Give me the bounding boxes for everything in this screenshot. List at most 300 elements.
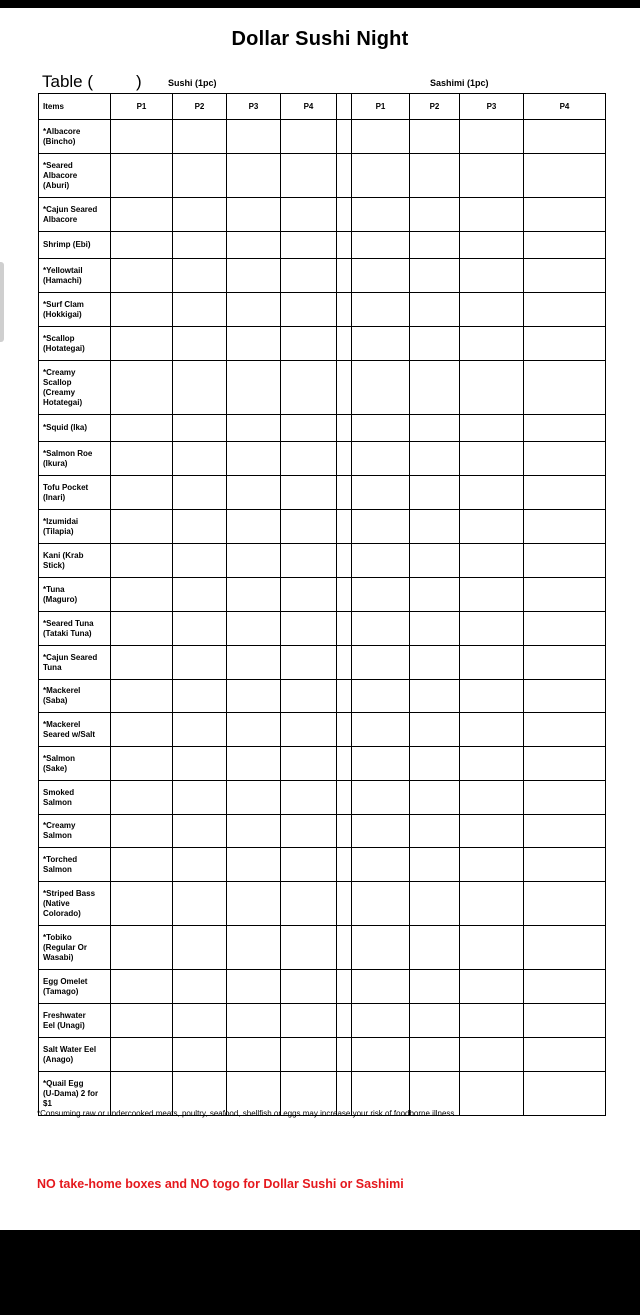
sushi-p3-cell[interactable] <box>227 120 281 154</box>
sashimi-p1-cell[interactable] <box>352 578 410 612</box>
sashimi-p3-cell[interactable] <box>460 442 524 476</box>
table-row <box>39 781 606 815</box>
sashimi-p3-cell[interactable] <box>460 415 524 442</box>
sashimi-p1-cell[interactable] <box>352 815 410 848</box>
divider-cell <box>337 442 352 476</box>
sashimi-p4-cell[interactable] <box>524 1038 606 1072</box>
sushi-p2-cell[interactable] <box>173 612 227 646</box>
item-name: *Cajun Seared Tuna <box>39 646 111 680</box>
sushi-p3-cell[interactable] <box>227 578 281 612</box>
table-row <box>39 442 606 476</box>
sushi-p3-cell[interactable] <box>227 646 281 680</box>
sashimi-p2-cell[interactable] <box>410 578 460 612</box>
sushi-p3-cell[interactable] <box>227 442 281 476</box>
sushi-p3-cell[interactable] <box>227 713 281 747</box>
sashimi-p4-cell[interactable] <box>524 815 606 848</box>
sushi-p1-cell[interactable] <box>111 544 173 578</box>
sushi-p2-cell[interactable] <box>173 1038 227 1072</box>
sashimi-p4-cell[interactable] <box>524 154 606 198</box>
sashimi-p3-cell[interactable] <box>460 1004 524 1038</box>
sushi-p4-cell[interactable] <box>281 578 337 612</box>
divider-cell <box>337 578 352 612</box>
table-row <box>39 680 606 713</box>
sushi-p4-cell[interactable] <box>281 713 337 747</box>
item-name: *Salmon (Sake) <box>39 747 111 781</box>
sashimi-p4-cell[interactable] <box>524 476 606 510</box>
divider-cell <box>337 882 352 926</box>
divider-cell <box>337 259 352 293</box>
sushi-p3-cell[interactable] <box>227 612 281 646</box>
table-row <box>39 882 606 926</box>
sushi-p2-cell[interactable] <box>173 781 227 815</box>
divider-cell <box>337 327 352 361</box>
sashimi-p3-cell[interactable] <box>460 198 524 232</box>
sushi-p4-cell[interactable] <box>281 510 337 544</box>
sushi-p3-cell[interactable] <box>227 415 281 442</box>
sashimi-p4-cell[interactable] <box>524 970 606 1004</box>
sashimi-p2-cell[interactable] <box>410 361 460 415</box>
sashimi-p1-cell[interactable] <box>352 1004 410 1038</box>
sashimi-p3-cell[interactable] <box>460 476 524 510</box>
sushi-p2-cell[interactable] <box>173 848 227 882</box>
menu-sheet <box>0 8 640 1230</box>
table-row <box>39 361 606 415</box>
divider-cell <box>337 970 352 1004</box>
sashimi-p4-cell[interactable] <box>524 293 606 327</box>
sushi-p1-cell[interactable] <box>111 1038 173 1072</box>
sushi-p1-cell[interactable] <box>111 713 173 747</box>
item-name: *Creamy Scallop (Creamy Hotategai) <box>39 361 111 415</box>
sashimi-p4-cell[interactable] <box>524 680 606 713</box>
sashimi-p2-cell[interactable] <box>410 259 460 293</box>
sashimi-p4-cell[interactable] <box>524 882 606 926</box>
sashimi-p3-cell[interactable] <box>460 926 524 970</box>
sushi-p1-cell[interactable] <box>111 578 173 612</box>
sushi-p1-cell[interactable] <box>111 815 173 848</box>
sashimi-p4-cell[interactable] <box>524 544 606 578</box>
sashimi-p1-cell[interactable] <box>352 970 410 1004</box>
sushi-p1-cell[interactable] <box>111 510 173 544</box>
sushi-p1-header: P1 <box>111 94 173 120</box>
sashimi-p3-cell[interactable] <box>460 361 524 415</box>
sashimi-p1-cell[interactable] <box>352 415 410 442</box>
sushi-p3-cell[interactable] <box>227 882 281 926</box>
divider-cell <box>337 293 352 327</box>
divider-cell <box>337 510 352 544</box>
divider-cell <box>337 926 352 970</box>
item-name: *Yellowtail (Hamachi) <box>39 259 111 293</box>
item-name: *Mackerel Seared w/Salt <box>39 713 111 747</box>
sushi-p1-cell[interactable] <box>111 1004 173 1038</box>
item-name: Egg Omelet (Tamago) <box>39 970 111 1004</box>
table-row <box>39 646 606 680</box>
sushi-p1-cell[interactable] <box>111 361 173 415</box>
sushi-p1-cell[interactable] <box>111 646 173 680</box>
sashimi-p1-cell[interactable] <box>352 198 410 232</box>
sashimi-p2-cell[interactable] <box>410 120 460 154</box>
item-name: *Mackerel (Saba) <box>39 680 111 713</box>
sashimi-p4-cell[interactable] <box>524 259 606 293</box>
sushi-p1-cell[interactable] <box>111 232 173 259</box>
divider-cell <box>337 120 352 154</box>
sushi-p1-cell[interactable] <box>111 327 173 361</box>
sushi-p2-cell[interactable] <box>173 327 227 361</box>
sashimi-p2-cell[interactable] <box>410 154 460 198</box>
sushi-p4-cell[interactable] <box>281 926 337 970</box>
item-name: *Salmon Roe (Ikura) <box>39 442 111 476</box>
sushi-p3-cell[interactable] <box>227 293 281 327</box>
divider-cell <box>337 612 352 646</box>
sashimi-p4-cell[interactable] <box>524 646 606 680</box>
sushi-p2-cell[interactable] <box>173 815 227 848</box>
items-header: Items <box>39 94 111 120</box>
sashimi-p3-cell[interactable] <box>460 646 524 680</box>
sushi-p3-cell[interactable] <box>227 232 281 259</box>
sashimi-p4-cell[interactable] <box>524 198 606 232</box>
sashimi-p3-cell[interactable] <box>460 781 524 815</box>
sashimi-p1-cell[interactable] <box>352 747 410 781</box>
sashimi-p1-cell[interactable] <box>352 713 410 747</box>
sushi-p1-cell[interactable] <box>111 415 173 442</box>
top-bezel <box>0 0 640 8</box>
item-name: *Quail Egg (U-Dama) 2 for $1 <box>39 1072 111 1116</box>
sashimi-p3-cell[interactable] <box>460 882 524 926</box>
sashimi-p1-cell[interactable] <box>352 848 410 882</box>
table-row <box>39 232 606 259</box>
sashimi-p2-cell[interactable] <box>410 232 460 259</box>
sushi-p1-cell[interactable] <box>111 198 173 232</box>
sushi-p2-cell[interactable] <box>173 415 227 442</box>
sushi-p3-cell[interactable] <box>227 544 281 578</box>
sushi-p4-cell[interactable] <box>281 612 337 646</box>
sashimi-p4-cell[interactable] <box>524 361 606 415</box>
sushi-p4-cell[interactable] <box>281 232 337 259</box>
sashimi-p1-cell[interactable] <box>352 442 410 476</box>
table-row <box>39 259 606 293</box>
table-row <box>39 510 606 544</box>
sashimi-p2-cell[interactable] <box>410 415 460 442</box>
item-name: *Cajun Seared Albacore <box>39 198 111 232</box>
sushi-p3-cell[interactable] <box>227 361 281 415</box>
sashimi-p1-cell[interactable] <box>352 120 410 154</box>
sushi-p4-cell[interactable] <box>281 781 337 815</box>
item-name: *Squid (Ika) <box>39 415 111 442</box>
sushi-p4-cell[interactable] <box>281 1004 337 1038</box>
divider-cell <box>337 848 352 882</box>
sashimi-p2-cell[interactable] <box>410 781 460 815</box>
sashimi-p2-cell[interactable] <box>410 926 460 970</box>
sashimi-p1-cell[interactable] <box>352 680 410 713</box>
sashimi-p4-cell[interactable] <box>524 120 606 154</box>
table-row <box>39 1004 606 1038</box>
table-row <box>39 120 606 154</box>
order-table <box>38 93 606 1116</box>
sushi-p3-cell[interactable] <box>227 1004 281 1038</box>
sashimi-p4-cell[interactable] <box>524 848 606 882</box>
sushi-p2-cell[interactable] <box>173 293 227 327</box>
table-row <box>39 713 606 747</box>
sushi-p3-cell[interactable] <box>227 510 281 544</box>
sashimi-p4-cell[interactable] <box>524 747 606 781</box>
sushi-p1-cell[interactable] <box>111 259 173 293</box>
sashimi-p3-cell[interactable] <box>460 120 524 154</box>
sushi-p1-cell[interactable] <box>111 442 173 476</box>
table-number-close: ) <box>136 72 142 91</box>
sashimi-p1-cell[interactable] <box>352 781 410 815</box>
divider-cell <box>337 544 352 578</box>
sushi-p3-cell[interactable] <box>227 970 281 1004</box>
divider-cell <box>337 361 352 415</box>
sashimi-p3-cell[interactable] <box>460 544 524 578</box>
sushi-p4-cell[interactable] <box>281 154 337 198</box>
sashimi-p3-cell[interactable] <box>460 970 524 1004</box>
sushi-p1-cell[interactable] <box>111 293 173 327</box>
sushi-p4-cell[interactable] <box>281 815 337 848</box>
sushi-p3-cell[interactable] <box>227 154 281 198</box>
sashimi-p2-cell[interactable] <box>410 198 460 232</box>
togo-notice: NO take-home boxes and NO togo for Dollar Sushi or Sashimi <box>37 1177 404 1191</box>
sashimi-p2-cell[interactable] <box>410 882 460 926</box>
sashimi-p3-cell[interactable] <box>460 232 524 259</box>
divider-cell <box>337 1004 352 1038</box>
sashimi-p2-cell[interactable] <box>410 747 460 781</box>
sashimi-p2-cell[interactable] <box>410 612 460 646</box>
sushi-p2-cell[interactable] <box>173 578 227 612</box>
sashimi-p4-cell[interactable] <box>524 781 606 815</box>
table-row <box>39 476 606 510</box>
sushi-p2-cell[interactable] <box>173 544 227 578</box>
edge-handle[interactable] <box>0 262 4 342</box>
sashimi-p2-cell[interactable] <box>410 970 460 1004</box>
item-name: *Surf Clam (Hokkigai) <box>39 293 111 327</box>
sashimi-p2-cell[interactable] <box>410 327 460 361</box>
sashimi-p4-header: P4 <box>524 94 606 120</box>
sushi-p2-cell[interactable] <box>173 747 227 781</box>
sushi-p2-cell[interactable] <box>173 442 227 476</box>
sushi-p1-cell[interactable] <box>111 926 173 970</box>
divider-cell <box>337 198 352 232</box>
sashimi-p2-cell[interactable] <box>410 713 460 747</box>
sashimi-p1-cell[interactable] <box>352 259 410 293</box>
sushi-p2-cell[interactable] <box>173 510 227 544</box>
sushi-p4-cell[interactable] <box>281 680 337 713</box>
table-row <box>39 327 606 361</box>
sashimi-p1-cell[interactable] <box>352 327 410 361</box>
sashimi-p4-cell[interactable] <box>524 510 606 544</box>
sushi-p4-cell[interactable] <box>281 293 337 327</box>
sushi-p3-cell[interactable] <box>227 1038 281 1072</box>
sushi-p4-cell[interactable] <box>281 361 337 415</box>
divider-cell <box>337 781 352 815</box>
sashimi-p4-cell[interactable] <box>524 1072 606 1116</box>
sushi-p2-cell[interactable] <box>173 1004 227 1038</box>
sushi-p4-cell[interactable] <box>281 1038 337 1072</box>
sushi-p2-cell[interactable] <box>173 232 227 259</box>
sashimi-p1-cell[interactable] <box>352 612 410 646</box>
sushi-p3-cell[interactable] <box>227 476 281 510</box>
sushi-p3-cell[interactable] <box>227 815 281 848</box>
sashimi-p1-cell[interactable] <box>352 476 410 510</box>
sashimi-p1-cell[interactable] <box>352 154 410 198</box>
sushi-p3-cell[interactable] <box>227 680 281 713</box>
sushi-p2-cell[interactable] <box>173 882 227 926</box>
sushi-section-header: Sushi (1pc) <box>168 78 217 88</box>
sushi-p4-cell[interactable] <box>281 970 337 1004</box>
table-row <box>39 544 606 578</box>
sashimi-p2-cell[interactable] <box>410 1004 460 1038</box>
sashimi-p1-cell[interactable] <box>352 293 410 327</box>
divider-cell <box>337 476 352 510</box>
sashimi-p4-cell[interactable] <box>524 1004 606 1038</box>
sushi-p1-cell[interactable] <box>111 612 173 646</box>
table-number-label: Table ( <box>42 72 94 91</box>
table-row <box>39 815 606 848</box>
sashimi-p3-cell[interactable] <box>460 713 524 747</box>
table-row <box>39 293 606 327</box>
divider-cell <box>337 415 352 442</box>
sashimi-p4-cell[interactable] <box>524 578 606 612</box>
divider-cell <box>337 94 352 120</box>
sashimi-p1-cell[interactable] <box>352 232 410 259</box>
divider-cell <box>337 1038 352 1072</box>
divider-cell <box>337 646 352 680</box>
sashimi-p3-cell[interactable] <box>460 680 524 713</box>
sushi-p1-cell[interactable] <box>111 120 173 154</box>
sushi-p4-cell[interactable] <box>281 848 337 882</box>
item-name: Freshwater Eel (Unagi) <box>39 1004 111 1038</box>
sushi-p1-cell[interactable] <box>111 747 173 781</box>
sashimi-p2-cell[interactable] <box>410 544 460 578</box>
sashimi-p4-cell[interactable] <box>524 926 606 970</box>
sashimi-p2-cell[interactable] <box>410 646 460 680</box>
sushi-p2-cell[interactable] <box>173 970 227 1004</box>
table-row <box>39 926 606 970</box>
sushi-p4-cell[interactable] <box>281 882 337 926</box>
sashimi-p4-cell[interactable] <box>524 232 606 259</box>
sashimi-p1-cell[interactable] <box>352 361 410 415</box>
sushi-p1-cell[interactable] <box>111 476 173 510</box>
sashimi-p3-cell[interactable] <box>460 815 524 848</box>
sashimi-p2-cell[interactable] <box>410 293 460 327</box>
item-name: *Torched Salmon <box>39 848 111 882</box>
sushi-p4-cell[interactable] <box>281 198 337 232</box>
sashimi-p4-cell[interactable] <box>524 612 606 646</box>
sashimi-p4-cell[interactable] <box>524 713 606 747</box>
sashimi-p1-cell[interactable] <box>352 510 410 544</box>
sashimi-p2-cell[interactable] <box>410 476 460 510</box>
table-row <box>39 612 606 646</box>
sushi-p4-cell[interactable] <box>281 476 337 510</box>
sushi-p2-cell[interactable] <box>173 154 227 198</box>
sushi-p4-cell[interactable] <box>281 646 337 680</box>
page-title: Dollar Sushi Night <box>231 28 409 50</box>
sashimi-p3-cell[interactable] <box>460 154 524 198</box>
sashimi-p3-cell[interactable] <box>460 1038 524 1072</box>
divider-cell <box>337 815 352 848</box>
divider-cell <box>337 713 352 747</box>
sashimi-p2-header: P2 <box>410 94 460 120</box>
item-name: Shrimp (Ebi) <box>39 232 111 259</box>
item-name: *Tobiko (Regular Or Wasabi) <box>39 926 111 970</box>
sashimi-p1-cell[interactable] <box>352 1038 410 1072</box>
sushi-p2-cell[interactable] <box>173 680 227 713</box>
sashimi-p1-cell[interactable] <box>352 646 410 680</box>
sashimi-p1-cell[interactable] <box>352 926 410 970</box>
sashimi-p2-cell[interactable] <box>410 1038 460 1072</box>
table-row <box>39 154 606 198</box>
sashimi-p4-cell[interactable] <box>524 442 606 476</box>
sashimi-p3-cell[interactable] <box>460 747 524 781</box>
sushi-p1-cell[interactable] <box>111 882 173 926</box>
sushi-p1-cell[interactable] <box>111 970 173 1004</box>
sushi-p4-cell[interactable] <box>281 327 337 361</box>
sushi-p4-cell[interactable] <box>281 120 337 154</box>
health-disclaimer: *Consuming raw or undercooked meats, poultry, seafood, shellfish or eggs may increase your risk of foodborne illness <box>37 1109 455 1118</box>
item-name: *Izumidai (Tilapia) <box>39 510 111 544</box>
item-name: *Seared Tuna (Tataki Tuna) <box>39 612 111 646</box>
sashimi-p2-cell[interactable] <box>410 680 460 713</box>
sushi-p2-cell[interactable] <box>173 120 227 154</box>
sashimi-p2-cell[interactable] <box>410 442 460 476</box>
table-row <box>39 848 606 882</box>
sashimi-p3-cell[interactable] <box>460 259 524 293</box>
sushi-p2-cell[interactable] <box>173 259 227 293</box>
sushi-p3-cell[interactable] <box>227 747 281 781</box>
sushi-p2-cell[interactable] <box>173 476 227 510</box>
sushi-p3-cell[interactable] <box>227 926 281 970</box>
sushi-p2-cell[interactable] <box>173 926 227 970</box>
sushi-p4-cell[interactable] <box>281 415 337 442</box>
sushi-p3-cell[interactable] <box>227 259 281 293</box>
sushi-p4-cell[interactable] <box>281 747 337 781</box>
item-name: Salt Water Eel (Anago) <box>39 1038 111 1072</box>
sashimi-p3-cell[interactable] <box>460 612 524 646</box>
sashimi-p3-cell[interactable] <box>460 510 524 544</box>
sashimi-p3-cell[interactable] <box>460 327 524 361</box>
sushi-p2-cell[interactable] <box>173 646 227 680</box>
sushi-p1-cell[interactable] <box>111 680 173 713</box>
sushi-p1-cell[interactable] <box>111 154 173 198</box>
sushi-p4-cell[interactable] <box>281 544 337 578</box>
sushi-p2-cell[interactable] <box>173 361 227 415</box>
sushi-p3-header: P3 <box>227 94 281 120</box>
sushi-p3-cell[interactable] <box>227 198 281 232</box>
sashimi-p1-cell[interactable] <box>352 544 410 578</box>
sashimi-p2-cell[interactable] <box>410 848 460 882</box>
sashimi-p3-cell[interactable] <box>460 1072 524 1116</box>
sushi-p3-cell[interactable] <box>227 781 281 815</box>
sushi-p1-cell[interactable] <box>111 848 173 882</box>
sushi-p3-cell[interactable] <box>227 848 281 882</box>
sashimi-p3-cell[interactable] <box>460 293 524 327</box>
item-name: Smoked Salmon <box>39 781 111 815</box>
divider-cell <box>337 747 352 781</box>
sushi-p2-cell[interactable] <box>173 713 227 747</box>
item-name: *Albacore (Bincho) <box>39 120 111 154</box>
sashimi-p3-cell[interactable] <box>460 578 524 612</box>
sushi-p1-cell[interactable] <box>111 781 173 815</box>
sushi-p4-cell[interactable] <box>281 259 337 293</box>
sashimi-p3-cell[interactable] <box>460 848 524 882</box>
sashimi-p4-cell[interactable] <box>524 415 606 442</box>
sushi-p3-cell[interactable] <box>227 327 281 361</box>
sashimi-p2-cell[interactable] <box>410 510 460 544</box>
sashimi-p1-cell[interactable] <box>352 882 410 926</box>
sashimi-p2-cell[interactable] <box>410 815 460 848</box>
sashimi-p4-cell[interactable] <box>524 327 606 361</box>
sushi-p2-cell[interactable] <box>173 198 227 232</box>
sushi-p4-cell[interactable] <box>281 442 337 476</box>
